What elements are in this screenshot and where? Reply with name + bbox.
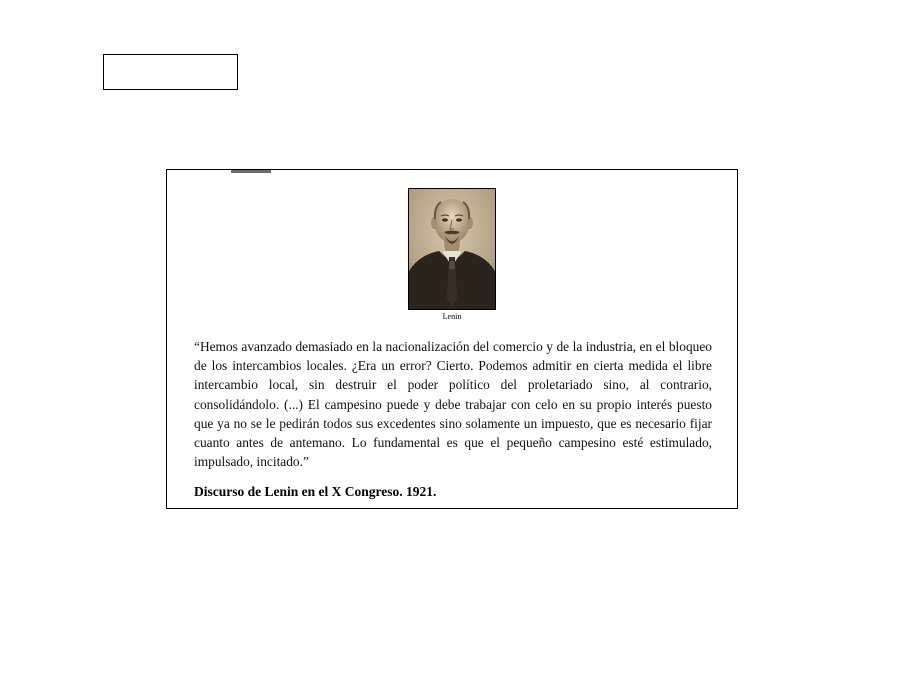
empty-answer-box (103, 54, 238, 90)
portrait-illustration (409, 189, 495, 309)
document-frame (166, 169, 738, 509)
portrait-caption: Lenin (442, 312, 462, 321)
quote-source: Discurso de Lenin en el X Congreso. 1921. (194, 484, 437, 499)
portrait-figure (408, 188, 496, 322)
frame-tab-marker (231, 170, 271, 173)
quote-paragraph: “Hemos avanzado demasiado en la nacionalización del comercio y de la industria, en el bloqueo de los intercambios locales. ¿Era un error? Cierto. Podemos admitir en cierta medida el libre intercambio local, sin destruir el poder político del proletariado sino, al contrario, consolidándolo. (...) El campesino puede y debe trabajar con celo en su propio interés puesto que ya no se le pedirán todos sus excedentes sino solamente un impuesto, que es necesario fijar cuanto antes de antemano. Lo fundamental es que el pequeño campesino esté estimulado, impulsado, incitado.” (194, 339, 712, 470)
lenin-portrait-image (408, 188, 496, 310)
